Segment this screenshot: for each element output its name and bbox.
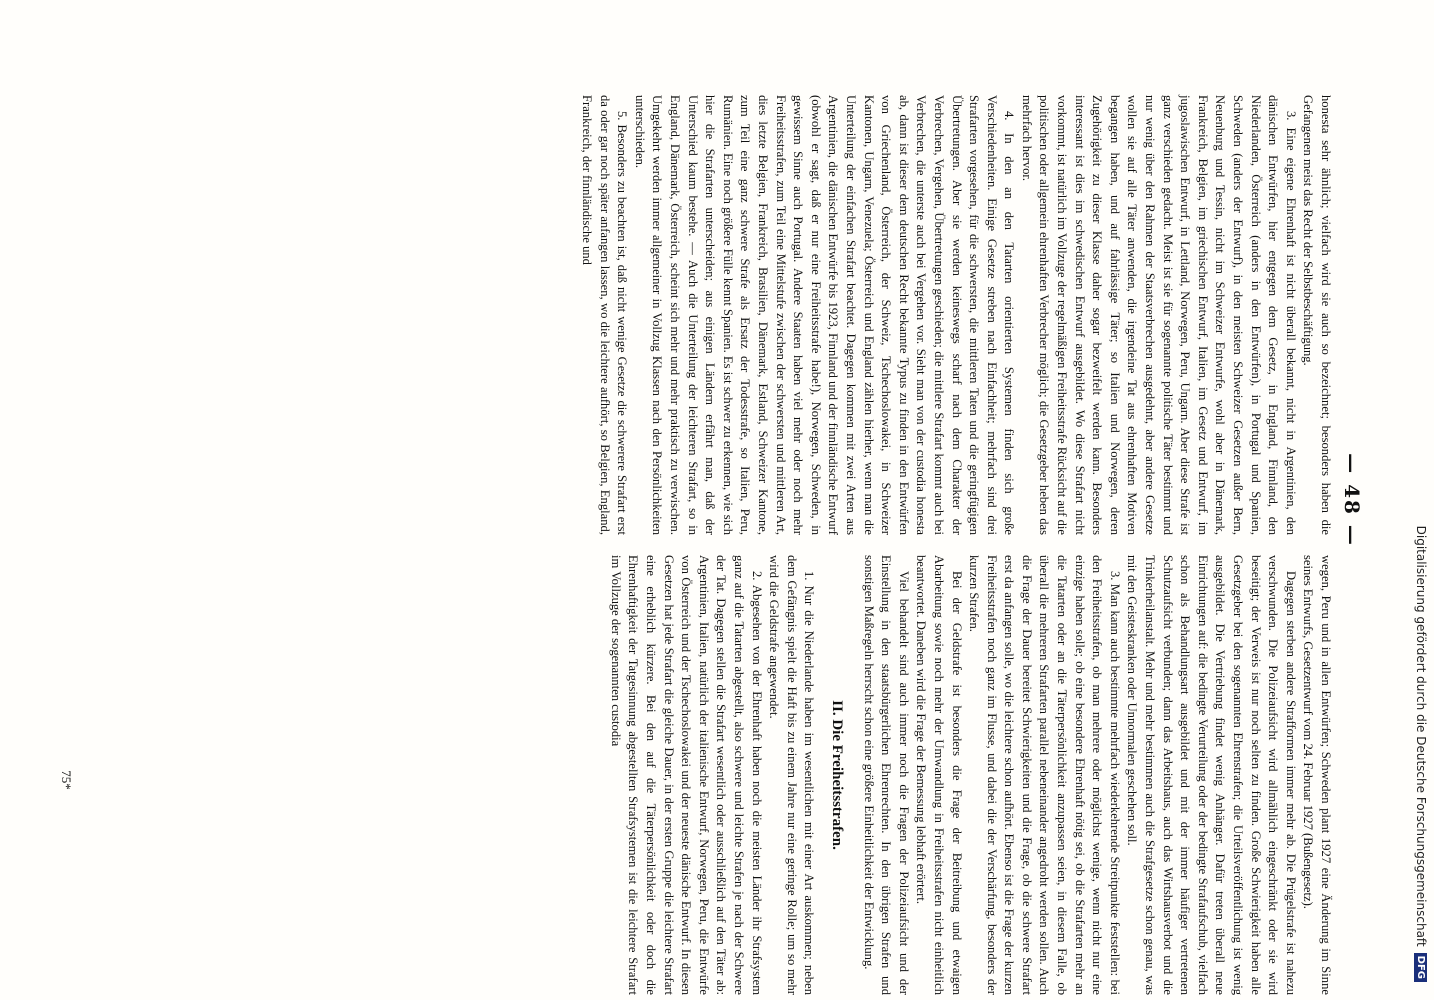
paragraph: 1. Nur die Niederlande haben im wesentlichen mit einer Art auskommen; neben dem Gefängnis spielt die Haft bis zu einem Jahre nur eine geringe Rolle; um so mehr wird die Geldstrafe angewendet. [767, 555, 817, 995]
paragraph: honesta sehr ähnlich; vielfach wird sie auch so bezeichnet; besonders haben die Gefangenen meist das Recht der Selbstbeschäftigung. [1301, 95, 1333, 535]
section-heading: II. Die Freiheitsstrafen. [828, 700, 845, 850]
paragraph: Bei der Geldstrafe ist besonders die Frage der Beitreibung und etwaigen Abarbeitung sowie noch mehr der Umwandlung in Freiheitsstrafen nicht einheitlich beantwortet. Daneben wird die Frage der Bemessung lebhaft erörtert. [914, 555, 964, 995]
dfg-logo: DFG [1415, 953, 1428, 982]
paragraph: 3. Eine eigene Ehrenhaft ist nicht überall bekannt, nicht in Argentinien, den dänischen Entwürfen, hier entgegen dem Gesetz, in England, Finnland, den Niederlanden, Österreich (anders in den Entwürfen), in Portugal und Spanien, Schweden (anders der Entwurf), in den meisten Schweizer Gesetzen außer Bern, Neuenburg und Tessin, nicht im Schweizer Entwurfe, wohl aber in Dänemark, Frankreich, Belgien, im griechischen Entwurf, Italien, im Gesetz und Entwurf, im jugoslawischen Entwurf, in Lettland, Norwegen, Peru, Ungarn. Aber diese Strafe ist ganz verschieden gedacht. Meist ist sie für sogenannte politische Täter bestimmt und nur wenig über den Rahmen der Staatsverbrechen ausgedehnt, aber andere Gesetze wollen sie auf alle Täter anwenden, die irgendeine Tat aus ehrenhaften Motiven begangen haben, und auf fahrlässige Täter; so Italien und Norwegen, deren Zugehörigkeit zu dieser Klasse daher sogar bezweifelt werden kann. Besonders interessant ist dies im schwedischen Entwurf ausgebildet. Wo diese Strafart nicht vorkommt, ist natürlich im Vollzuge der regelmäßigen Freiheitsstrafe Rücksicht auf die politischen oder allgemein ehrenhaften Verbrecher möglich; die Gesetzgeber heben das mehrfach hervor. [1019, 95, 1298, 535]
page-number: — 48 — [1340, 453, 1364, 547]
text-column-left [577, 95, 1334, 535]
signature-mark [58, 0, 74, 1000]
paragraph: 4. In den an den Tatarten orientierten Systemen finden sich große Verschiedenheiten. Einige Gesetze streben nach Einfachheit; mehrfach sind drei Strafarten vorgesehen, für die schwersten, die mittleren Taten und die geringfügigen Übertretungen. Aber sie werden keineswegs scharf nach dem Charakter der Verbrechen, Vergehen, Übertretungen geschieden; die mittlere Strafart kommt auch bei Verbrechen, die unterste auch bei Vergehen vor. Sieht man von der custodia honesta ab, dann ist dieser dem deutschen Recht bekannte Typus zu finden in den Entwürfen von Griechenland, Österreich, der Schweiz, Tschechoslowakei, in Schweizer Kantonen, Ungarn, Venezuela; Österreich und England zählen hierher, wenn man die Unterteilung der einfachen Strafart beachtet. Dagegen kommen mit zwei Arten aus Argentinien, die dänischen Entwürfe bis 1923, Finnland und der finnländische Entwurf (obwohl er sagt, daß er nur eine Freiheitsstrafe habe!), Norwegen, Schweden, in gewissem Sinne auch Portugal. Andere Staaten haben viel mehr oder noch mehr Freiheitsstrafen, zum Teil eine Mittelstufe zwischen der schwersten und mittleren Art, dies letzte Belgien, Frankreich, Brasilien, Dänemark, Estland, Schweizer Kantone, zum Teil eine ganz schwere Strafe als Ersatz der Todesstrafe, so Italien, Peru, Rumänien. Eine noch größere Fülle kennt Spanien. Es ist schwer zu erkennen, wie sich hier die Strafarten unterscheiden; aus einigen Ländern erfährt man, daß der Unterschied kaum bestehe. — Auch die Unterteilung der leichteren Strafart, so in England, Dänemark, Österreich, scheint sich mehr und mehr praktisch zu verwischen. Umgekehrt werden immer allgemeiner in Vollzug Klassen nach den Persönlichkeiten unterschieden. [632, 95, 1017, 535]
digitization-credit [1408, 0, 1434, 1000]
signature-text: 75* [59, 770, 74, 790]
paragraph: Dagegen sterben andere Strafformen immer mehr ab. Die Prügelstrafe ist nahezu verschwunden. Die Polizeiaufsicht wird allmählich eingeschränkt oder sie wird beseitigt; der Verweis ist nur noch selten zu finden. Große Schwierigkeit haben alle Gesetzgeber bei den sogenannten Ehrenstrafen; die Urteilsveröffentlichung ist wenig ausgebildet. Die Vertriebung findet wenig Anhänger. Dafür treten überall neue Einrichtungen auf: die bedingte Verurteilung oder der bedingte Strafaufschub, vielfach schon als Behandlungsart ausgebildet und mit der immer häufiger vertretenen Schutzaufsicht verbunden; dann das Arbeitshaus, auch das Wirtshausverbot und die Trinkerheilanstalt. Mehr und mehr bestimmen auch die Strafgesetze schon genau, was mit den Geisteskranken oder Unnormalen geschehen soll. [1125, 555, 1298, 995]
paragraph: 5. Besonders zu beachten ist, daß nicht wenige Gesetze die schwerere Strafart erst da oder gar noch später anfangen lassen, wo die leichtere aufhört, so Belgien, England, Frankreich, der finnländische und [580, 95, 630, 535]
paragraph: 2. Abgesehen von der Ehrenhaft haben noch die meisten Länder ihr Strafsystem ganz auf die Tatarten abgestellt, also schwere und leichte Strafen je nach der Schwere der Tat. Dagegen stellen die Strafart wesentlich oder ausschließlich auf den Täter ab: Argentinien, Italien, natürlich der italienische Entwurf, Norwegen, Peru, die Entwürfe von Österreich und der Tschechoslowakei und der neueste dänische Entwurf. In diesen Gesetzen hat jede Strafart die gleiche Dauer, in der ersten Gruppe die leichtere Strafart eine erheblich kürzere. Bei den auf die Täterpersönlichkeit oder doch die Ehrenhaftigkeit der Tatgesinnung abgestellten Strafsystemen ist die leichtere Strafart im Vollzuge der sogenannten custodia [608, 555, 764, 995]
paragraph: 3. Man kann auch bestimmte mehrfach wiederkehrende Streitpunkte feststellen: bei den Freiheitsstrafen, ob man mehrere oder möglichst wenige, wenn nicht nur eine einzige haben solle; ob eine besondere Ehrenhaft nötig sei, ob die Strafarten mehr an die Tatarten oder an die Täterpersönlichkeit anzupassen seien, in diesem Falle, ob überall die mehreren Strafarten parallel nebeneinander angedroht werden sollen. Auch die Frage der Dauer bereitet Schwierigkeiten und die Frage, ob die schwere Strafart erst da anfangen solle, wo die leichtere schon aufhört. Ebenso ist die Frage der kurzen Freiheitsstrafen noch ganz im Flusse, und dabei die der Verschärfung, besonders der kurzen Strafen. [967, 555, 1122, 995]
credit-text: Digitalisierung gefördert durch die Deutsche Forschungsgemeinschaft [1414, 525, 1428, 947]
text-column-right [606, 555, 1334, 995]
paragraph: wegen, Peru und in allen Entwürfen; Schweden plant 1927 eine Änderung im Sinne seines Entwurfs, Gesetzentwurf vom 24. Februar 1927 (Bußengesetz). [1301, 555, 1333, 995]
paragraph: Viel behandelt sind auch immer noch die Fragen der Polizeiaufsicht und der Einstellung in den staatsbürgerlichen Ehrenrechten. In den übrigen Strafen und sonstigen Maßregeln herrscht schon eine größere Einheitlichkeit der Entwicklung. [861, 555, 911, 995]
